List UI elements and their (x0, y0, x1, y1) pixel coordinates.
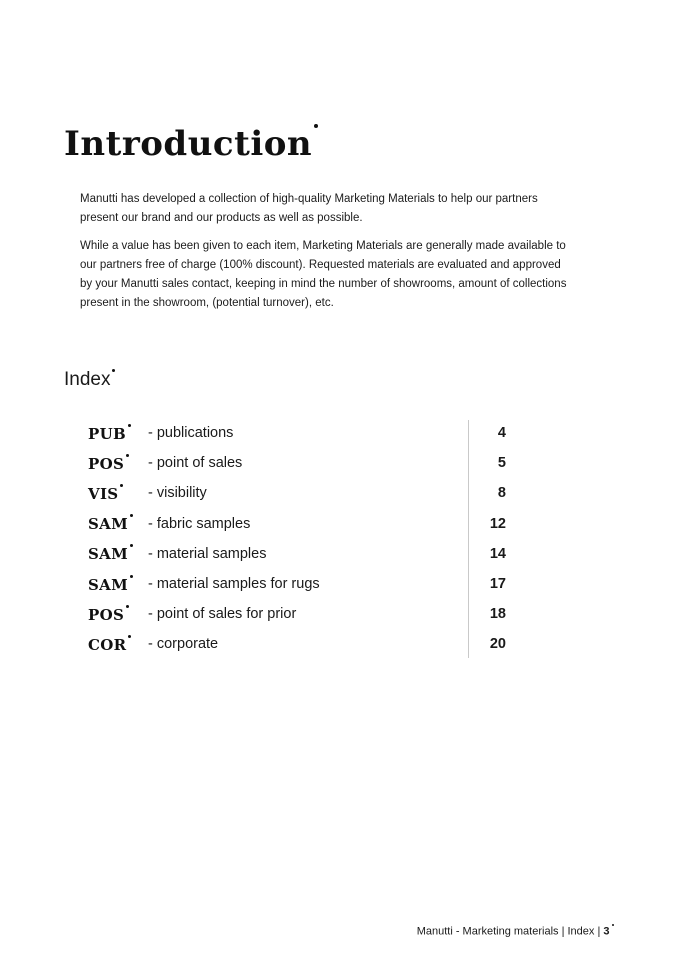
intro-section (80, 190, 575, 322)
index-row (88, 539, 512, 569)
index-code (88, 575, 148, 594)
intro-paragraph-2: While a value has been given to each item, Marketing Materials are generally made available to our partners free of charge (100% discount). Requested materials are evaluated and approved by your Manutti sales contact, keeping in mind the number of showrooms, amount of collections present in the showroom, (potential turnover), etc. (80, 240, 567, 309)
index-code-text: POS (88, 605, 125, 624)
superscript-dot (130, 575, 133, 578)
index-code (88, 635, 148, 654)
superscript-dot (314, 124, 318, 128)
index-row (88, 478, 512, 508)
index-code (88, 424, 148, 443)
index-label: - corporate (148, 636, 219, 653)
index-label: - publications (148, 425, 234, 442)
index-code-text: SAM (88, 545, 128, 564)
page-title (64, 124, 318, 164)
index-page-number: 17 (489, 576, 506, 593)
index-code-text: PUB (88, 424, 126, 443)
index-code (88, 484, 148, 503)
index-row (88, 599, 512, 629)
index-page-number: 18 (489, 606, 506, 623)
index-label: - fabric samples (148, 515, 251, 532)
index-page-number: 8 (497, 485, 506, 502)
superscript-dot (128, 424, 131, 427)
page-title-text: Introduction (64, 124, 313, 164)
index-code-text: COR (88, 635, 127, 654)
index-code (88, 454, 148, 473)
index-page-number: 14 (489, 545, 506, 562)
index-page-number: 4 (497, 425, 506, 442)
index-code-text: POS (88, 454, 125, 473)
footer-page-number: 3 (603, 925, 610, 937)
index-row (88, 448, 512, 478)
page-footer (417, 924, 614, 938)
index-heading (64, 369, 115, 391)
index-row (88, 569, 512, 599)
index-label: - material samples for rugs (148, 576, 320, 593)
index-code (88, 605, 148, 624)
index-label: - point of sales (148, 455, 243, 472)
index-heading-text: Index (64, 369, 111, 390)
index-page-number: 12 (489, 515, 506, 532)
index-label: - point of sales for prior (148, 606, 297, 623)
index-page-number: 20 (489, 636, 506, 653)
superscript-dot (128, 635, 131, 638)
superscript-dot (130, 544, 133, 547)
index-code (88, 514, 148, 533)
index-label: - material samples (148, 545, 267, 562)
index-row (88, 509, 512, 539)
index-divider-line (468, 420, 469, 658)
superscript-dot (130, 514, 133, 517)
superscript-dot (120, 484, 123, 487)
superscript-dot (126, 605, 129, 608)
index-table (88, 418, 512, 660)
index-code-text: VIS (88, 484, 119, 503)
index-code (88, 544, 148, 563)
superscript-dot (612, 924, 615, 927)
index-row (88, 418, 512, 448)
index-page-number: 5 (497, 455, 506, 472)
superscript-dot (112, 369, 115, 372)
index-code-text: SAM (88, 515, 128, 534)
superscript-dot (126, 454, 129, 457)
index-label: - visibility (148, 485, 207, 502)
footer-text: Manutti - Marketing materials | Index | (416, 925, 604, 937)
intro-paragraph-1: Manutti has developed a collection of high-quality Marketing Materials to help our partners present our brand and our products as well as possible. (80, 193, 538, 224)
index-row (88, 629, 512, 659)
index-code-text: SAM (88, 575, 128, 594)
